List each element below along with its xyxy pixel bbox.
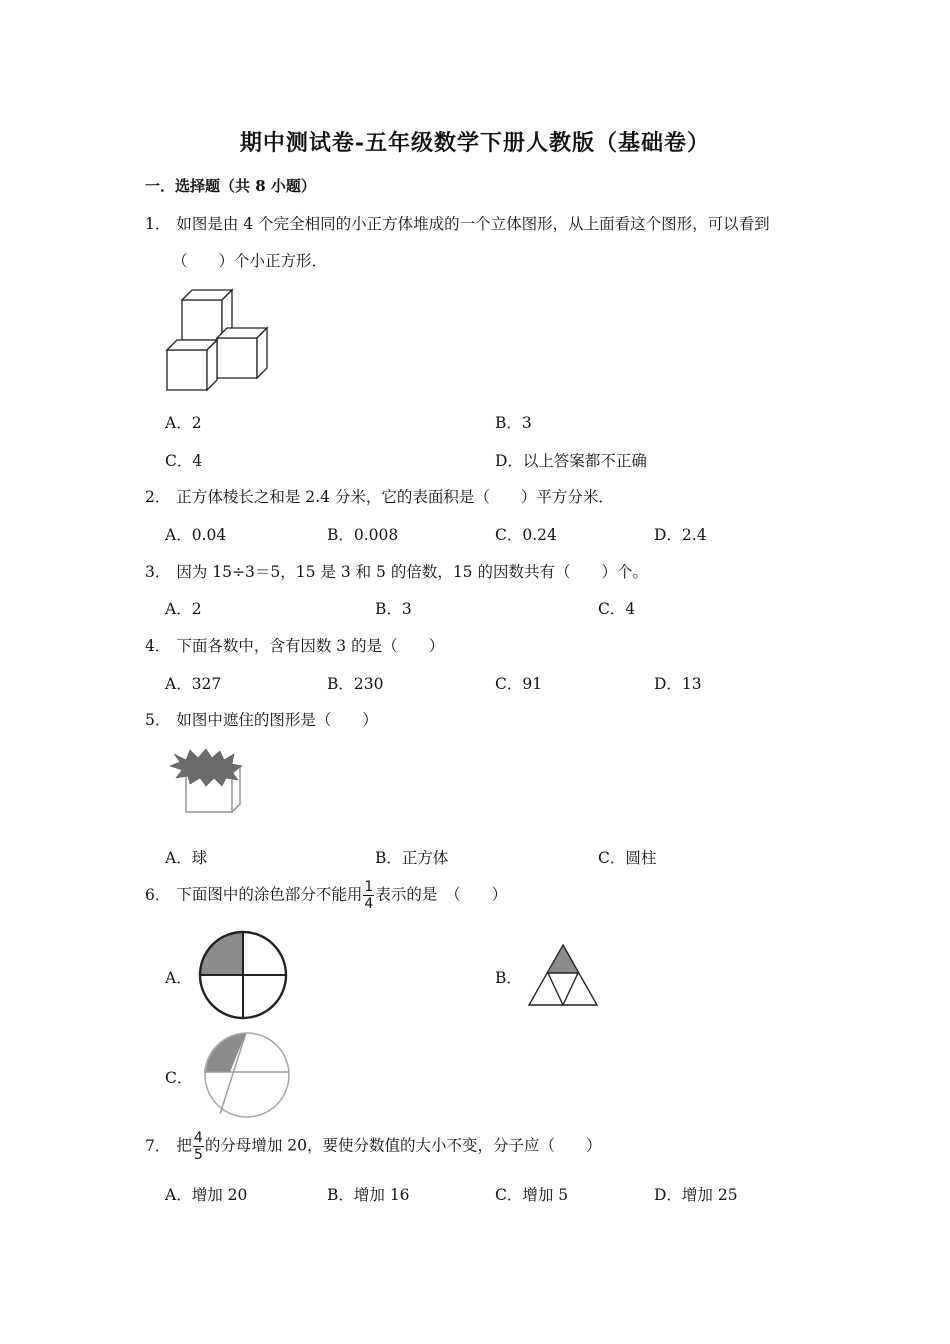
fraction-one-quarter bbox=[363, 880, 374, 911]
fraction-denominator: 4 bbox=[364, 896, 374, 912]
question-text: 如图是由 4 个完全相同的小正方体堆成的一个立体图形，从上面看这个图形，可以看到 bbox=[176, 215, 770, 233]
question-text-tail: 的分母增加 20，要使分数值的大小不变，分子应（ ） bbox=[204, 1136, 602, 1155]
question-number: 5． bbox=[145, 711, 171, 729]
question-text: 下面图中的涂色部分不能用 bbox=[176, 885, 363, 904]
q7-option-c[interactable]: C．增加 5 bbox=[495, 1186, 569, 1204]
hidden-cube-figure bbox=[168, 748, 246, 816]
q3-option-c[interactable]: C．4 bbox=[598, 600, 636, 618]
question-text: 把 bbox=[176, 1136, 192, 1155]
q4-option-c[interactable]: C．91 bbox=[495, 675, 543, 693]
question-number: 6． bbox=[145, 885, 171, 904]
question-number: 2． bbox=[145, 488, 171, 506]
question-number: 3． bbox=[145, 563, 171, 581]
q6-option-a-label[interactable]: A． bbox=[165, 969, 192, 987]
question-1-line2: （ ）个小正方形． bbox=[172, 252, 328, 270]
question-5 bbox=[145, 708, 378, 730]
q4-option-a[interactable]: A．327 bbox=[165, 675, 222, 693]
section-heading: 一．选择题（共 8 小题） bbox=[145, 177, 316, 195]
question-text: 如图中遮住的图形是（ ） bbox=[176, 711, 378, 729]
q2-option-d[interactable]: D．2.4 bbox=[654, 526, 707, 544]
fraction-denominator: 5 bbox=[193, 1147, 203, 1163]
q2-option-a[interactable]: A．0.04 bbox=[165, 526, 227, 544]
question-number: 7． bbox=[145, 1136, 171, 1155]
question-3 bbox=[145, 560, 648, 582]
q5-option-b[interactable]: B．正方体 bbox=[375, 849, 449, 867]
question-1 bbox=[145, 212, 770, 234]
q2-option-c[interactable]: C．0.24 bbox=[495, 526, 557, 544]
circle-unequal-figure bbox=[198, 1030, 292, 1120]
q3-option-a[interactable]: A．2 bbox=[165, 600, 202, 618]
fraction-numerator: 1 bbox=[364, 879, 374, 895]
q7-option-d[interactable]: D．增加 25 bbox=[654, 1186, 738, 1204]
q1-option-c[interactable]: C．4 bbox=[165, 452, 203, 470]
question-2 bbox=[145, 485, 614, 507]
question-6 bbox=[145, 880, 507, 911]
q2-option-b[interactable]: B．0.008 bbox=[327, 526, 399, 544]
q5-option-c[interactable]: C．圆柱 bbox=[598, 849, 657, 867]
cube-stack-figure bbox=[160, 282, 275, 394]
triangle-quarter-figure bbox=[526, 942, 600, 1008]
question-text: 下面各数中，含有因数 3 的是（ ） bbox=[176, 637, 445, 655]
question-text: 正方体棱长之和是 2.4 分米，它的表面积是（ ）平方分米． bbox=[176, 488, 614, 506]
q3-option-b[interactable]: B．3 bbox=[375, 600, 412, 618]
q6-option-c-label[interactable]: C． bbox=[165, 1069, 193, 1087]
q7-option-b[interactable]: B．增加 16 bbox=[327, 1186, 410, 1204]
q5-option-a[interactable]: A．球 bbox=[165, 849, 208, 867]
question-number: 1． bbox=[145, 215, 171, 233]
fraction-four-fifths bbox=[193, 1131, 204, 1162]
fraction-numerator: 4 bbox=[193, 1130, 203, 1146]
q4-option-b[interactable]: B．230 bbox=[327, 675, 384, 693]
circle-quarter-figure bbox=[196, 928, 290, 1022]
question-7 bbox=[145, 1131, 601, 1162]
q7-option-a[interactable]: A．增加 20 bbox=[165, 1186, 248, 1204]
question-4 bbox=[145, 634, 444, 656]
question-text: 因为 15÷3＝5，15 是 3 和 5 的倍数，15 的因数共有（ ）个。 bbox=[176, 563, 648, 581]
q1-option-b[interactable]: B．3 bbox=[495, 414, 532, 432]
q4-option-d[interactable]: D．13 bbox=[654, 675, 702, 693]
page-title: 期中测试卷-五年级数学下册人教版（基础卷） bbox=[239, 130, 711, 156]
q1-option-a[interactable]: A．2 bbox=[165, 414, 202, 432]
question-number: 4． bbox=[145, 637, 171, 655]
question-text-tail: 表示的是 （ ） bbox=[375, 885, 508, 904]
q6-option-b-label[interactable]: B． bbox=[495, 969, 522, 987]
q1-option-d[interactable]: D．以上答案都不正确 bbox=[495, 452, 647, 470]
